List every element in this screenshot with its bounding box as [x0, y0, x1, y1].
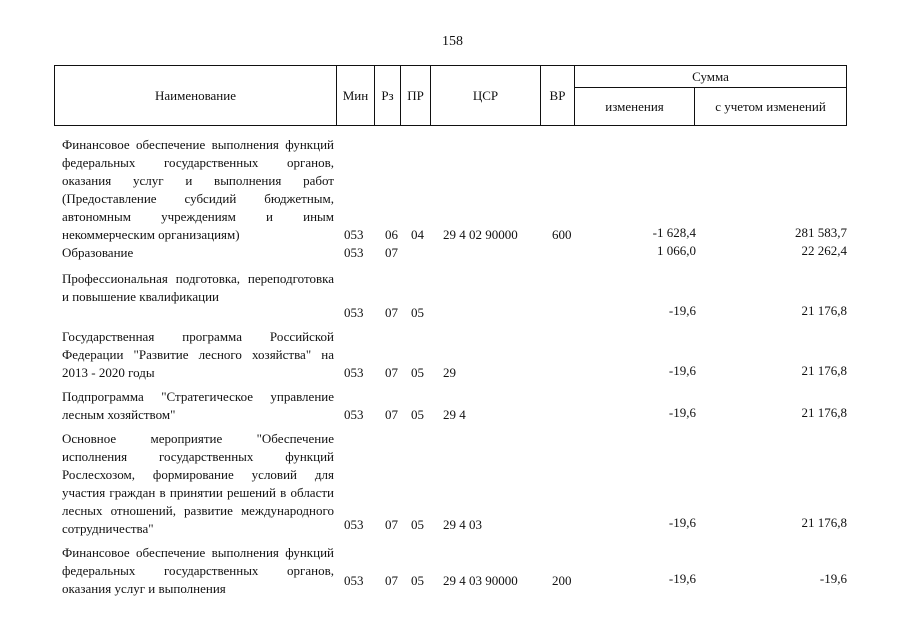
- row-min: 053: [344, 517, 364, 532]
- row-pr: 05: [411, 305, 424, 320]
- row-total: 21 176,8: [801, 405, 847, 420]
- header-pr: ПР: [401, 66, 431, 126]
- row-vr: 600: [552, 227, 572, 242]
- row-csr: 29 4: [443, 407, 466, 422]
- row-csr: 29 4 02 90000: [443, 227, 518, 242]
- row-rz: 06: [385, 227, 398, 242]
- header-rz: Рз: [375, 66, 401, 126]
- row-pr: 05: [411, 517, 424, 532]
- row-total: 21 176,8: [801, 363, 847, 378]
- table-header: [54, 65, 847, 126]
- header-sum: Сумма: [575, 66, 847, 88]
- header-change: изменения: [575, 88, 695, 126]
- row-name: Профессиональная подготовка, переподготовка и повышение квалификации: [62, 271, 334, 304]
- row-total: -19,6: [819, 571, 847, 586]
- row-vr: 200: [552, 573, 572, 588]
- row-rz: 07: [385, 517, 398, 532]
- row-name: Финансовое обеспечение выполнения функций федеральных государственных органов, оказания услуг и выполнения работ (Предоставление субсидий бюджетным, автономным учреждениям и иным некоммерческим организациям): [62, 137, 334, 242]
- row-min: 053: [344, 245, 364, 260]
- row-pr: 04: [411, 227, 424, 242]
- row-rz: 07: [385, 407, 398, 422]
- row-rz: 07: [385, 305, 398, 320]
- row-min: 053: [344, 365, 364, 380]
- row-name: Финансовое обеспечение выполнения функций федеральных государственных органов, оказания услуг и выполнения: [62, 545, 334, 596]
- row-min: 053: [344, 407, 364, 422]
- row-name: Образование: [62, 245, 134, 260]
- header-total: с учетом изменений: [695, 88, 847, 126]
- row-name: Подпрограмма "Стратегическое управление лесным хозяйством": [62, 389, 334, 422]
- row-change: -19,6: [668, 571, 696, 586]
- row-min: 053: [344, 305, 364, 320]
- row-change: 1 066,0: [657, 243, 696, 258]
- row-name: Основное мероприятие "Обеспечение исполнения государственных функций Рослесхозом, формирование условий для участия граждан в принятии решений в области лесных отношений, развитие международного сотрудничества": [62, 431, 334, 536]
- row-name: Государственная программа Российской Федерации "Развитие лесного хозяйства" на 2013 - 2020 годы: [62, 329, 334, 380]
- row-rz: 07: [385, 245, 398, 260]
- header-csr: ЦСР: [431, 66, 541, 126]
- row-total: 21 176,8: [801, 515, 847, 530]
- row-change: -1 628,4: [652, 225, 696, 240]
- page-number: 158: [442, 34, 463, 49]
- row-rz: 07: [385, 573, 398, 588]
- row-total: 281 583,7: [795, 225, 847, 240]
- row-change: -19,6: [668, 515, 696, 530]
- row-csr: 29 4 03: [443, 517, 482, 532]
- row-pr: 05: [411, 573, 424, 588]
- row-csr: 29: [443, 365, 456, 380]
- row-csr: 29 4 03 90000: [443, 573, 518, 588]
- row-rz: 07: [385, 365, 398, 380]
- row-min: 053: [344, 227, 364, 242]
- row-pr: 05: [411, 365, 424, 380]
- row-change: -19,6: [668, 303, 696, 318]
- header-vr: ВР: [541, 66, 575, 126]
- row-total: 21 176,8: [801, 303, 847, 318]
- header-name: Наименование: [55, 66, 337, 126]
- row-pr: 05: [411, 407, 424, 422]
- header-min: Мин: [337, 66, 375, 126]
- row-change: -19,6: [668, 405, 696, 420]
- row-total: 22 262,4: [801, 243, 847, 258]
- row-change: -19,6: [668, 363, 696, 378]
- row-min: 053: [344, 573, 364, 588]
